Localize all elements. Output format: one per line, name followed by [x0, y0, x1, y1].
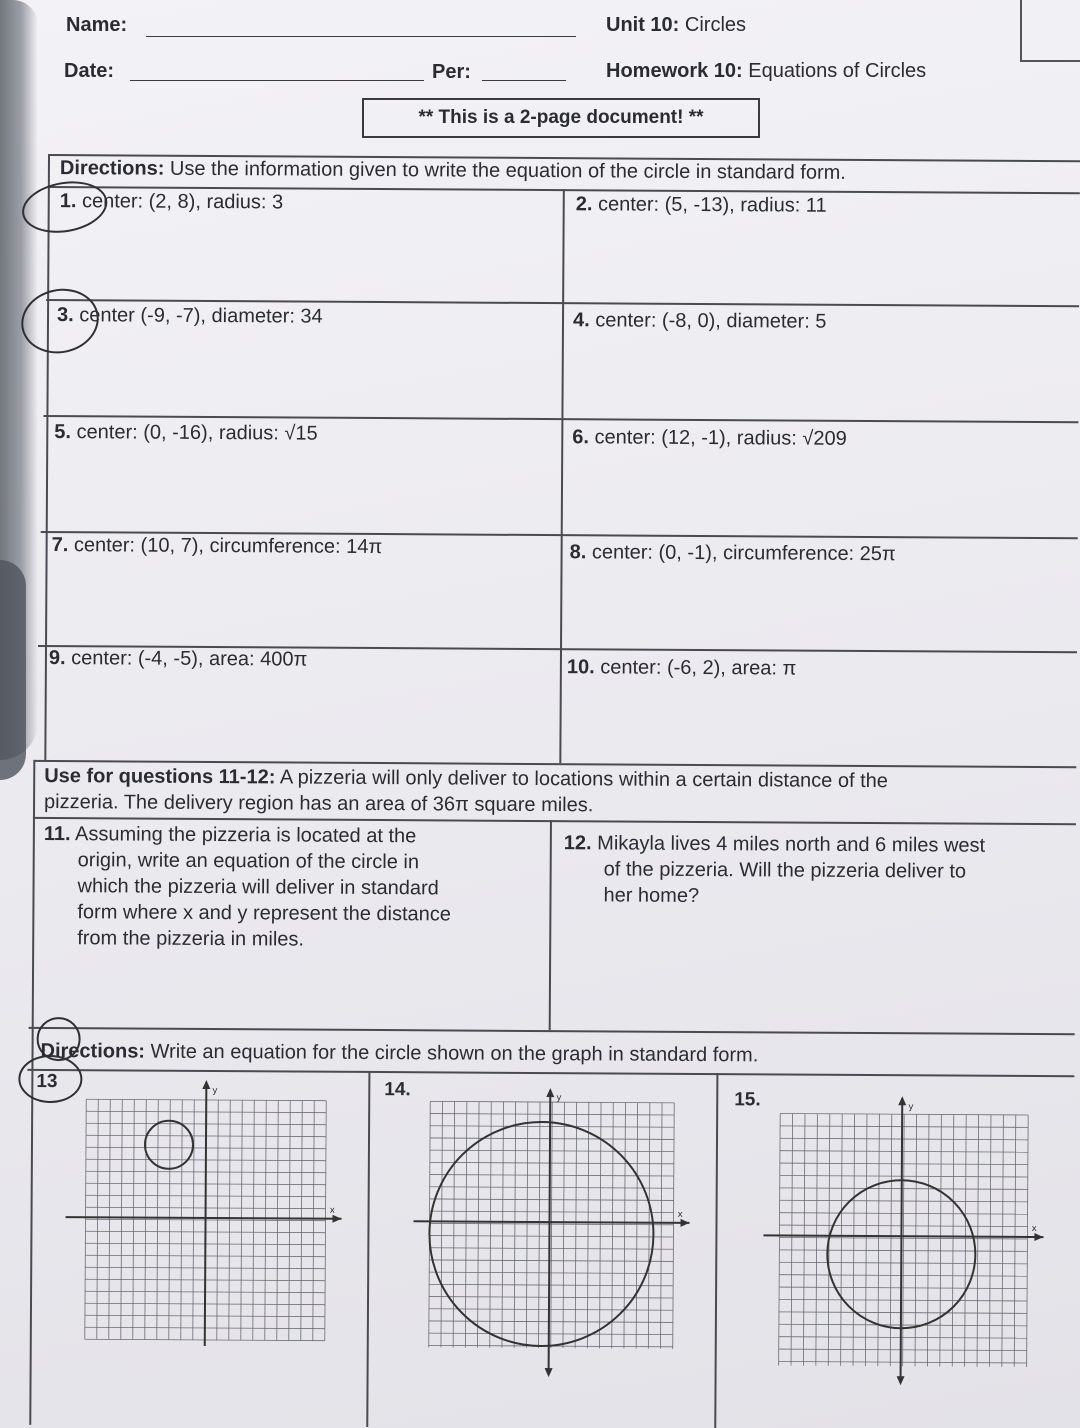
arrow-up-icon [546, 1088, 554, 1097]
problem-8 [570, 541, 896, 566]
date-label: Date: [64, 60, 115, 82]
name-label: Name: [66, 14, 128, 36]
grid-line [952, 1115, 954, 1367]
problem-6 [572, 426, 847, 451]
grid-line [1014, 1115, 1016, 1367]
section2-label: Use for questions 11-12: [44, 764, 276, 789]
homework-prefix: Homework 10: [606, 60, 743, 82]
directions-1 [60, 157, 846, 185]
grid-line [927, 1114, 929, 1366]
directions-text: Use the information given to write the equation of the circle in standard form. [169, 157, 846, 184]
problem-2 [576, 193, 827, 218]
rule [549, 820, 552, 1030]
problem-number: 2. [575, 193, 593, 216]
arrow-down-icon [545, 1368, 553, 1377]
rule [29, 1027, 1075, 1035]
grid-line [816, 1114, 818, 1366]
directions-3 [40, 1040, 758, 1067]
directions-label: Directions: [59, 157, 165, 180]
problem-number: 7. [51, 534, 69, 557]
q12-line: of the pizzeria. Will the pizzeria deliver to [603, 858, 967, 883]
per-label: Per: [432, 61, 471, 83]
q12-line: her home? [603, 884, 700, 907]
unit-title: Circles [684, 14, 747, 36]
question-11 [43, 821, 544, 954]
grid-line [853, 1114, 855, 1366]
problem-text: center: (-8, 0), diameter: 5 [595, 309, 827, 333]
question-12 [563, 830, 1073, 911]
grid-line [915, 1114, 917, 1366]
problem-number: 6. [572, 426, 590, 449]
grid-line [878, 1114, 880, 1366]
grid-line [989, 1115, 991, 1367]
q11-line: from the pizzeria in miles. [77, 927, 305, 951]
grid [429, 1101, 674, 1348]
section2-text-1: A pizzeria will only deliver to locations within a certain distance of the [279, 766, 889, 793]
problem-text: center (-9, -7), diameter: 34 [79, 304, 323, 328]
problem-text: center: (0, -1), circumference: 25π [591, 541, 896, 566]
y-axis [205, 1082, 207, 1346]
rule [714, 1073, 718, 1428]
question-number: 12. [563, 832, 592, 855]
grid-line [803, 1114, 805, 1366]
pizzeria-intro [44, 763, 1064, 821]
x-axis [414, 1221, 690, 1223]
problem-number: 9. [48, 647, 66, 670]
rule [27, 1069, 1074, 1077]
grid-line [965, 1115, 967, 1367]
grid-line [940, 1114, 942, 1366]
q11-line: origin, write an equation of the circle in [77, 849, 420, 874]
problem-5 [54, 421, 317, 446]
y-axis-label: y [908, 1102, 914, 1113]
q11-line: Assuming the pizzeria is located at the [74, 823, 417, 848]
grid-line [865, 1114, 867, 1366]
rule [366, 1071, 370, 1427]
homework-title: Equations of Circles [748, 60, 927, 82]
grid-line [1002, 1115, 1004, 1367]
graph-14-number: 14. [384, 1079, 411, 1101]
graph-circle [145, 1121, 193, 1169]
problem-9 [49, 647, 308, 672]
y-axis [549, 1090, 551, 1374]
problem-text: center: (0, -16), radius: √15 [76, 421, 318, 445]
arrow-up-icon [898, 1096, 906, 1105]
grid-line [779, 1113, 781, 1365]
arrow-right-icon [333, 1215, 342, 1223]
q11-line: form where x and y represent the distance [77, 901, 451, 926]
x-axis-label: x [329, 1205, 335, 1216]
question-number: 11. [43, 822, 71, 846]
graph-15-number: 15. [734, 1089, 761, 1111]
problem-text: center: (-4, -5), area: 400π [71, 647, 308, 671]
arrow-right-icon [1034, 1233, 1043, 1241]
problem-number: 5. [54, 421, 72, 444]
two-page-notice: ** This is a 2-page document! ** [362, 98, 760, 138]
problem-text: center: (5, -13), radius: 11 [597, 193, 827, 217]
problem-4 [573, 309, 827, 334]
arrow-down-icon [897, 1376, 905, 1385]
grid-line [791, 1114, 793, 1366]
pencil-circle-mark [15, 282, 104, 360]
problem-7 [52, 534, 383, 559]
y-axis-label: y [556, 1093, 562, 1104]
problem-number: 8. [569, 541, 587, 564]
problem-text: center: (2, 8), radius: 3 [81, 190, 284, 214]
q11-line: which the pizzeria will deliver in standard [77, 875, 439, 900]
graph-15 [763, 1095, 1047, 1387]
q12-line: Mikayla lives 4 miles north and 6 miles west [597, 832, 986, 857]
pencil-circle-mark [18, 1055, 82, 1103]
grid-line [977, 1115, 979, 1367]
problem-number: 4. [572, 309, 590, 332]
problem-number: 1. [59, 190, 77, 213]
problem-text: center: (12, -1), radius: √209 [594, 426, 847, 450]
problem-number: 3. [56, 304, 74, 327]
x-axis-label: x [1031, 1224, 1037, 1235]
problem-text: center: (10, 7), circumference: 14π [73, 534, 383, 559]
problem-text: center: (-6, 2), area: π [600, 656, 797, 680]
arrow-right-icon [680, 1219, 689, 1227]
section2-text-2: pizzeria. The delivery region has an area of 36π square miles. [44, 790, 594, 817]
x-axis [66, 1217, 342, 1219]
graph-14 [413, 1087, 695, 1379]
graph-13 [65, 1079, 347, 1351]
graph-13-number: 13 [36, 1070, 58, 1093]
y-axis-label: y [212, 1086, 218, 1097]
grid-line [1027, 1115, 1029, 1367]
pencil-circle-mark [18, 175, 111, 239]
grid-line [841, 1114, 843, 1366]
unit-prefix: Unit 10: [606, 14, 680, 36]
problem-10 [567, 656, 797, 680]
problem-number: 10. [566, 656, 595, 679]
rule [559, 189, 564, 763]
graph-circle [429, 1121, 654, 1346]
y-axis [901, 1098, 903, 1382]
directions-label: Directions: [40, 1039, 146, 1063]
x-axis-label: x [677, 1209, 683, 1220]
arrow-up-icon [202, 1080, 210, 1089]
x-axis [763, 1235, 1043, 1237]
directions-text: Write an equation for the circle shown on the graph in standard form. [150, 1040, 759, 1067]
